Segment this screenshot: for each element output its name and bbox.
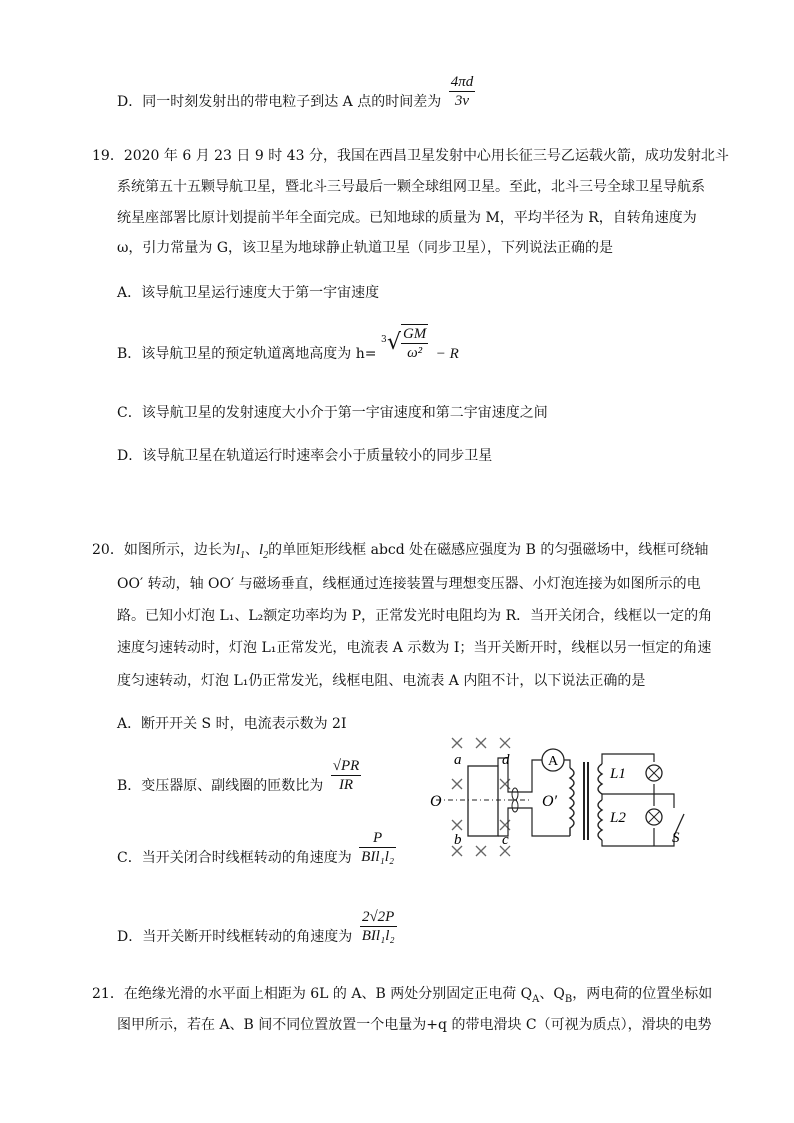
secondary-wire-top xyxy=(602,754,654,764)
field-cross xyxy=(452,779,462,789)
q21-sub-b: B xyxy=(564,993,573,1005)
q18-option-d-denominator: 3v xyxy=(454,92,470,109)
label-c: c xyxy=(502,832,509,848)
q20-l1-sub: 1 xyxy=(240,550,245,561)
q20-stem-line-1-b: 的单匝矩形线框 abcd 处在磁感应强度为 B 的匀强磁场中，线框可绕轴 xyxy=(268,542,709,558)
primary-coil xyxy=(570,768,574,836)
q20-option-c-denominator: BIl₁l₂ xyxy=(361,848,395,865)
q20-option-b-text: B．变压器原、副线圈的匝数比为 xyxy=(117,778,324,794)
q20-l1 xyxy=(235,542,245,561)
lamp-l1-icon xyxy=(646,765,662,781)
label-d: d xyxy=(502,752,510,768)
radical-icon: √ xyxy=(386,330,401,355)
q20-option-d-numerator: 2√2P xyxy=(360,908,397,927)
q20-stem-line-1-a: 20．如图所示，边长为 xyxy=(92,542,236,558)
q20-stem-line-4: 速度匀速转动时，灯泡 L₁正常发光，电流表 A 示数为 I；当开关断开时，线框以另一恒定的角速 xyxy=(117,640,712,656)
q19-option-b-denominator: ω² xyxy=(407,345,423,361)
q20-option-d-fraction xyxy=(360,908,397,945)
label-a: a xyxy=(454,752,462,768)
secondary-wire-bottom xyxy=(602,836,674,846)
q18-option-d-fraction xyxy=(449,73,476,110)
q21-stem-line-1-tail: ，两电荷的位置坐标如 xyxy=(572,986,713,1002)
q20-option-b-numerator: √PR xyxy=(332,757,360,774)
q19-option-b-fraction xyxy=(401,324,428,362)
q20-l1-symbol: l xyxy=(235,542,240,558)
q20-option-d-text: D．当开关断开时线框转动的角速度为 xyxy=(117,929,353,945)
q19-stem-line-4: ω，引力常量为 G，该卫星为地球静止轨道卫星（同步卫星），下列说法正确的是 xyxy=(117,240,614,256)
q18-option-d-numerator: 4πd xyxy=(450,73,474,90)
field-cross xyxy=(476,846,486,856)
q20-l2-symbol: l xyxy=(259,542,264,558)
q20-l2-sub: 2 xyxy=(263,550,269,561)
q19-option-b-tail: − R xyxy=(435,346,459,362)
field-cross xyxy=(476,738,486,748)
q20-sep: 、 xyxy=(245,542,259,558)
q19-option-b-root-index: 3 xyxy=(380,335,387,345)
q20-option-a: A．断开开关 S 时，电流表示数为 2I xyxy=(117,716,347,732)
q20-option-b-fraction xyxy=(331,757,362,794)
q20-option-b-denominator: IR xyxy=(338,776,354,793)
slip-ring xyxy=(512,800,518,812)
q19-option-b-text: B．该导航卫星的预定轨道离地高度为 h= xyxy=(117,346,377,362)
q21-sub-a: A xyxy=(532,993,540,1005)
secondary-coil-l1 xyxy=(598,764,602,794)
primary-wire-bottom xyxy=(520,808,570,836)
q19-option-d: D．该导航卫星在轨道运行时速率会小于质量较小的同步卫星 xyxy=(117,448,493,464)
q19-option-a: A．该导航卫星运行速度大于第一宇宙速度 xyxy=(117,285,380,301)
primary-wire-ammeter xyxy=(564,760,570,768)
label-s: S xyxy=(672,830,680,846)
q20-option-d-denominator: BIl₁l₂ xyxy=(361,927,395,944)
q20-l2 xyxy=(259,542,269,561)
q20-option-d xyxy=(117,908,400,947)
q19-option-b xyxy=(117,326,459,364)
q19-stem-line-1: 19．2020 年 6 月 23 日 9 时 43 分，我国在西昌卫星发射中心用长征三号乙运载火箭，成功发射北斗 xyxy=(92,148,729,164)
lamp-l2-icon xyxy=(646,809,662,825)
q19-option-b-root xyxy=(381,324,431,362)
q20-option-c xyxy=(117,829,399,868)
slip-ring xyxy=(512,788,518,800)
q20-circuit-diagram xyxy=(420,732,695,862)
label-o: O xyxy=(430,793,442,810)
coil-frame xyxy=(468,766,498,836)
q20-stem-line-2: OO′ 转动，轴 OO′ 与磁场垂直，线框通过连接装置与理想变压器、小灯泡连接为如图所示的电 xyxy=(117,576,701,592)
field-cross xyxy=(452,820,462,830)
q21-stem-line-1-text: 21．在绝缘光滑的水平面上相距为 6L 的 A、B 两处分别固定正电荷 Q xyxy=(92,986,533,1002)
q21-stem-line-2: 图甲所示，若在 A、B 间不同位置放置一个电量为+q 的带电滑块 C（可视为质点），滑块的电势 xyxy=(117,1017,712,1033)
q19-stem-line-2: 系统第五十五颗导航卫星，暨北斗三号最后一颗全球组网卫星。至此，北斗三号全球卫星导航系 xyxy=(117,179,705,195)
q19-option-b-numerator: GM xyxy=(402,326,427,342)
label-o-prime: O′ xyxy=(542,793,558,810)
q18-option-d-text: D．同一时刻发射出的带电粒子到达 A 点的时间差为 xyxy=(117,94,442,110)
ammeter-label: A xyxy=(547,754,559,769)
q20-option-c-text: C．当开关闭合时线框转动的角速度为 xyxy=(117,850,352,866)
field-cross xyxy=(452,738,462,748)
secondary-wire-l1-return xyxy=(602,784,654,794)
label-l2: L2 xyxy=(610,810,626,826)
label-l1: L1 xyxy=(610,766,626,782)
switch-wire xyxy=(654,794,674,808)
q20-option-c-fraction xyxy=(359,829,396,866)
secondary-coil-l2 xyxy=(598,800,602,840)
q21-stem-line-1 xyxy=(92,984,712,1010)
q20-option-b xyxy=(117,757,364,796)
q20-stem-line-1 xyxy=(92,540,708,566)
q20-stem-line-5: 度匀速转动，灯泡 L₁仍正常发光，线框电阻、电流表 A 内阻不计，以下说法正确的是 xyxy=(117,673,646,689)
primary-wire-top xyxy=(520,760,542,792)
q21-sep: 、Q xyxy=(539,986,565,1002)
q20-option-c-numerator: P xyxy=(359,829,396,848)
field-cross xyxy=(500,738,510,748)
label-b: b xyxy=(454,832,462,848)
q20-stem-line-3: 路。已知小灯泡 L₁、L₂额定功率均为 P，正常发光时电阻均为 R．当开关闭合，线框以一定的角 xyxy=(117,608,713,624)
q19-stem-line-3: 统星座部署比原计划提前半年全面完成。已知地球的质量为 M，平均半径为 R，自转角速度为 xyxy=(117,210,697,226)
q19-option-c: C．该导航卫星的发射速度大小介于第一宇宙速度和第二宇宙速度之间 xyxy=(117,405,548,421)
